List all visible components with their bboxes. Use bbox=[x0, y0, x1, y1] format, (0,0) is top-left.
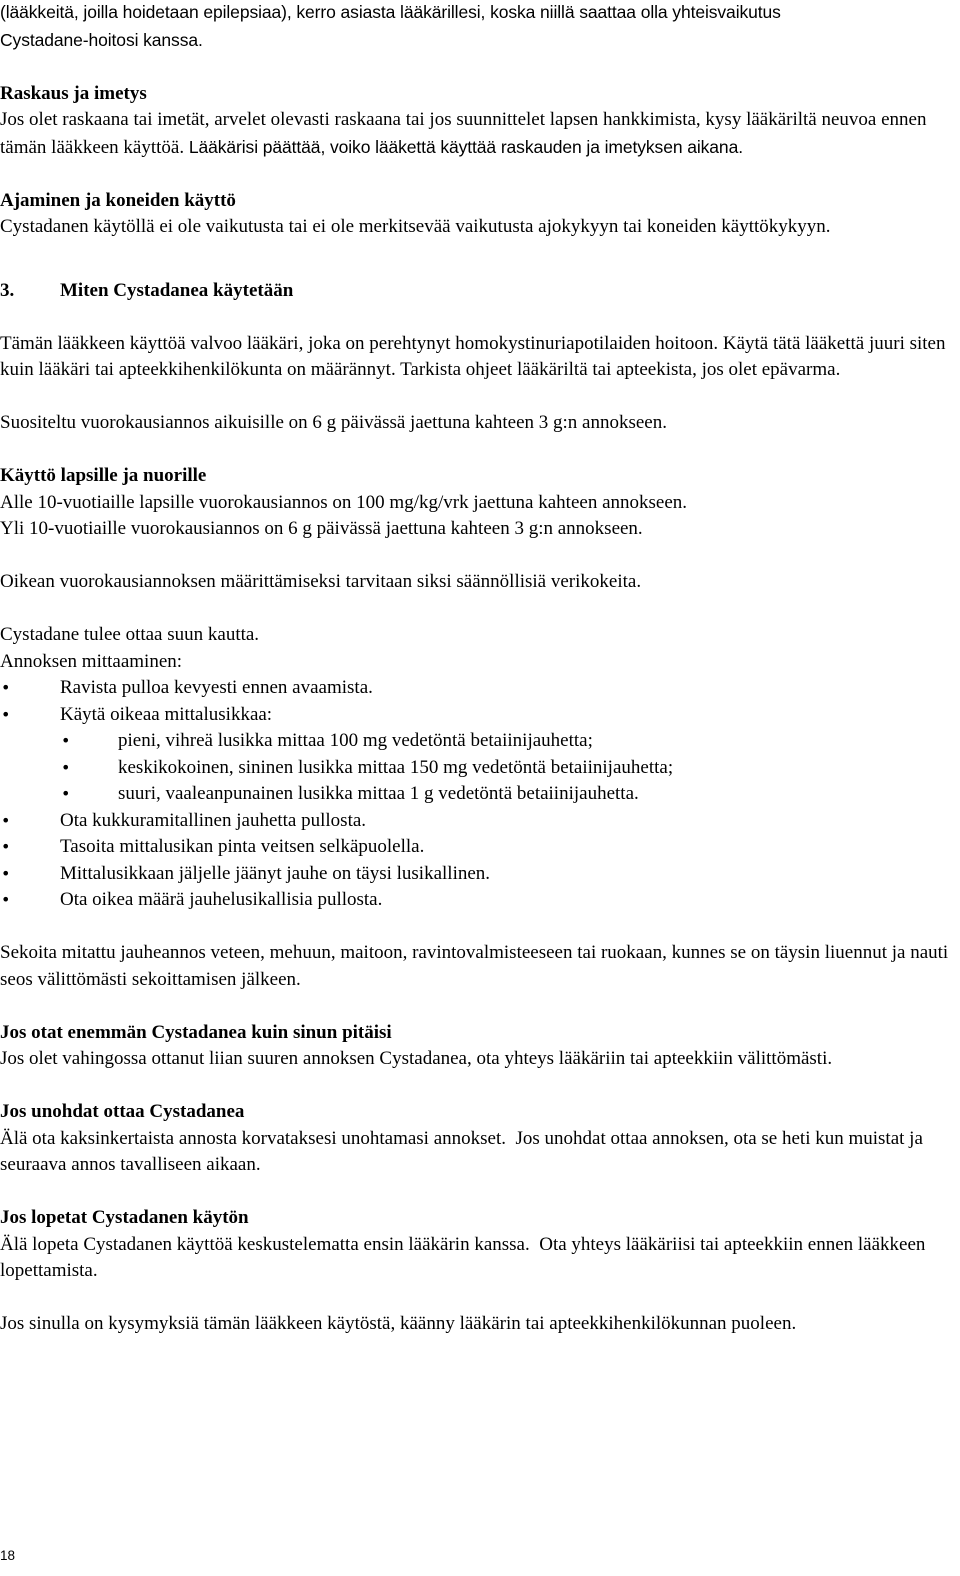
driving-paragraph: Cystadanen käytöllä ei ole vaikutusta tai ei ole merkitsevää vaikutusta ajokykyyn tai koneiden käyttökykyyn. bbox=[0, 216, 831, 237]
spoon-small: pieni, vihreä lusikka mittaa 100 mg vedetöntä betaiinijauhetta; bbox=[118, 730, 593, 751]
list-item bbox=[60, 728, 958, 755]
section-3-heading bbox=[0, 278, 958, 305]
intro-line-1: (lääkkeitä, joilla hoidetaan epilepsiaa), kerro asiasta lääkärillesi, koska niillä saattaa olla yhteisvaikutus bbox=[0, 2, 781, 22]
intro-line-2: Cystadane-hoitosi kanssa. bbox=[0, 29, 203, 50]
list-item bbox=[0, 675, 958, 702]
page-number: 18 bbox=[0, 1548, 16, 1563]
list-item bbox=[0, 808, 958, 835]
step-count: Ota oikea määrä jauhelusikallisia pullosta. bbox=[60, 889, 383, 910]
step-level: Tasoita mittalusikan pinta veitsen selkäpuolella. bbox=[60, 836, 425, 857]
list-item bbox=[60, 781, 958, 808]
pregnancy-text-serif: Jos olet raskaana tai imetät, arvelet olevasti raskaana tai jos suunnittelet lapsen hankkimista, kysy lääkäriltä neuvoa ennen tämän lääkkeen käyttöä. bbox=[0, 109, 927, 158]
list-item bbox=[0, 834, 958, 861]
driving-heading: Ajaminen ja koneiden käyttö bbox=[0, 189, 236, 211]
blood-tests-paragraph: Oikean vuorokausiannoksen määrittämiseksi tarvitaan siksi säännöllisiä verikokeita. bbox=[0, 571, 642, 592]
children-heading: Käyttö lapsille ja nuorille bbox=[0, 465, 207, 486]
missed-dose-heading: Jos unohdat ottaa Cystadanea bbox=[0, 1101, 245, 1122]
spoon-sizes-list bbox=[60, 728, 958, 808]
pregnancy-heading: Raskaus ja imetys bbox=[0, 82, 147, 104]
step-full: Mittalusikkaan jäljelle jäänyt jauhe on täysi lusikallinen. bbox=[60, 862, 491, 884]
pregnancy-text-sans: Lääkärisi päättää, voiko lääkettä käyttää raskauden ja imetyksen aikana. bbox=[188, 136, 743, 157]
stopping-heading: Jos lopetat Cystadanen käytön bbox=[0, 1207, 249, 1228]
stopping-paragraph: Älä lopeta Cystadanen käyttöä keskustelematta ensin lääkärin kanssa. Ota yhteys lääkäriisi tai apteekkiin ennen lääkkeen lopettamista. bbox=[0, 1233, 931, 1281]
measuring-steps-list bbox=[0, 675, 958, 914]
pregnancy-paragraph bbox=[0, 107, 958, 161]
section-3-number: 3. bbox=[0, 279, 15, 301]
list-item bbox=[0, 702, 958, 808]
questions-paragraph: Jos sinulla on kysymyksiä tämän lääkkeen käytöstä, käänny lääkärin tai apteekkihenkilökunnan puoleen. bbox=[0, 1313, 797, 1334]
section-3-title: Miten Cystadanea käytetään bbox=[60, 279, 294, 301]
supervision-paragraph: Tämän lääkkeen käyttöä valvoo lääkäri, joka on perehtynyt homokystinuriapotilaiden hoitoon. Käytä tätä lääkettä juuri siten kuin lääkäri tai apteekkihenkilökunta on määrännyt. Tarkista ohjeet lääkäriltä tai apteekista, jos olet epävarma. bbox=[0, 332, 946, 380]
list-item bbox=[0, 861, 958, 888]
children-under-10: Alle 10-vuotiaille lapsille vuorokausiannos on 100 mg/kg/vrk jaettuna kahteen annokseen. bbox=[0, 491, 688, 513]
children-over-10: Yli 10-vuotiaille vuorokausiannos on 6 g päivässä jaettuna kahteen 3 g:n annokseen. bbox=[0, 518, 643, 539]
step-use-spoon: Käytä oikeaa mittalusikkaa: bbox=[60, 703, 273, 725]
list-item bbox=[0, 887, 958, 914]
overdose-paragraph: Jos olet vahingossa ottanut liian suuren annoksen Cystadanea, ota yhteys lääkäriin tai apteekkiin välittömästi. bbox=[0, 1048, 833, 1069]
list-item bbox=[60, 755, 958, 782]
oral-administration: Cystadane tulee ottaa suun kautta. bbox=[0, 624, 260, 645]
measuring-label: Annoksen mittaaminen: bbox=[0, 650, 183, 672]
overdose-heading: Jos otat enemmän Cystadanea kuin sinun pitäisi bbox=[0, 1021, 392, 1043]
missed-dose-paragraph: Älä ota kaksinkertaista annosta korvataksesi unohtamasi annokset. Jos unohdat ottaa annoksen, ota se heti kun muistat ja seuraava annos tavalliseen aikaan. bbox=[0, 1127, 928, 1175]
step-heaped: Ota kukkuramitallinen jauhetta pullosta. bbox=[60, 809, 367, 831]
mixing-paragraph: Sekoita mitattu jauheannos veteen, mehuun, maitoon, ravintovalmisteeseen tai ruokaan, kunnes se on täysin liuennut ja nauti seos välittömästi sekoittamisen jälkeen. bbox=[0, 942, 949, 990]
adult-dose-paragraph: Suositeltu vuorokausiannos aikuisille on 6 g päivässä jaettuna kahteen 3 g:n annokseen. bbox=[0, 412, 667, 433]
step-shake: Ravista pulloa kevyesti ennen avaamista. bbox=[60, 677, 373, 698]
intro-text-line-1 bbox=[0, 0, 958, 27]
spoon-large: suuri, vaaleanpunainen lusikka mittaa 1 g vedetöntä betaiinijauhetta. bbox=[118, 783, 639, 804]
spoon-medium: keskikokoinen, sininen lusikka mittaa 150 mg vedetöntä betaiinijauhetta; bbox=[118, 756, 674, 778]
intro-text-line-2 bbox=[0, 27, 958, 55]
